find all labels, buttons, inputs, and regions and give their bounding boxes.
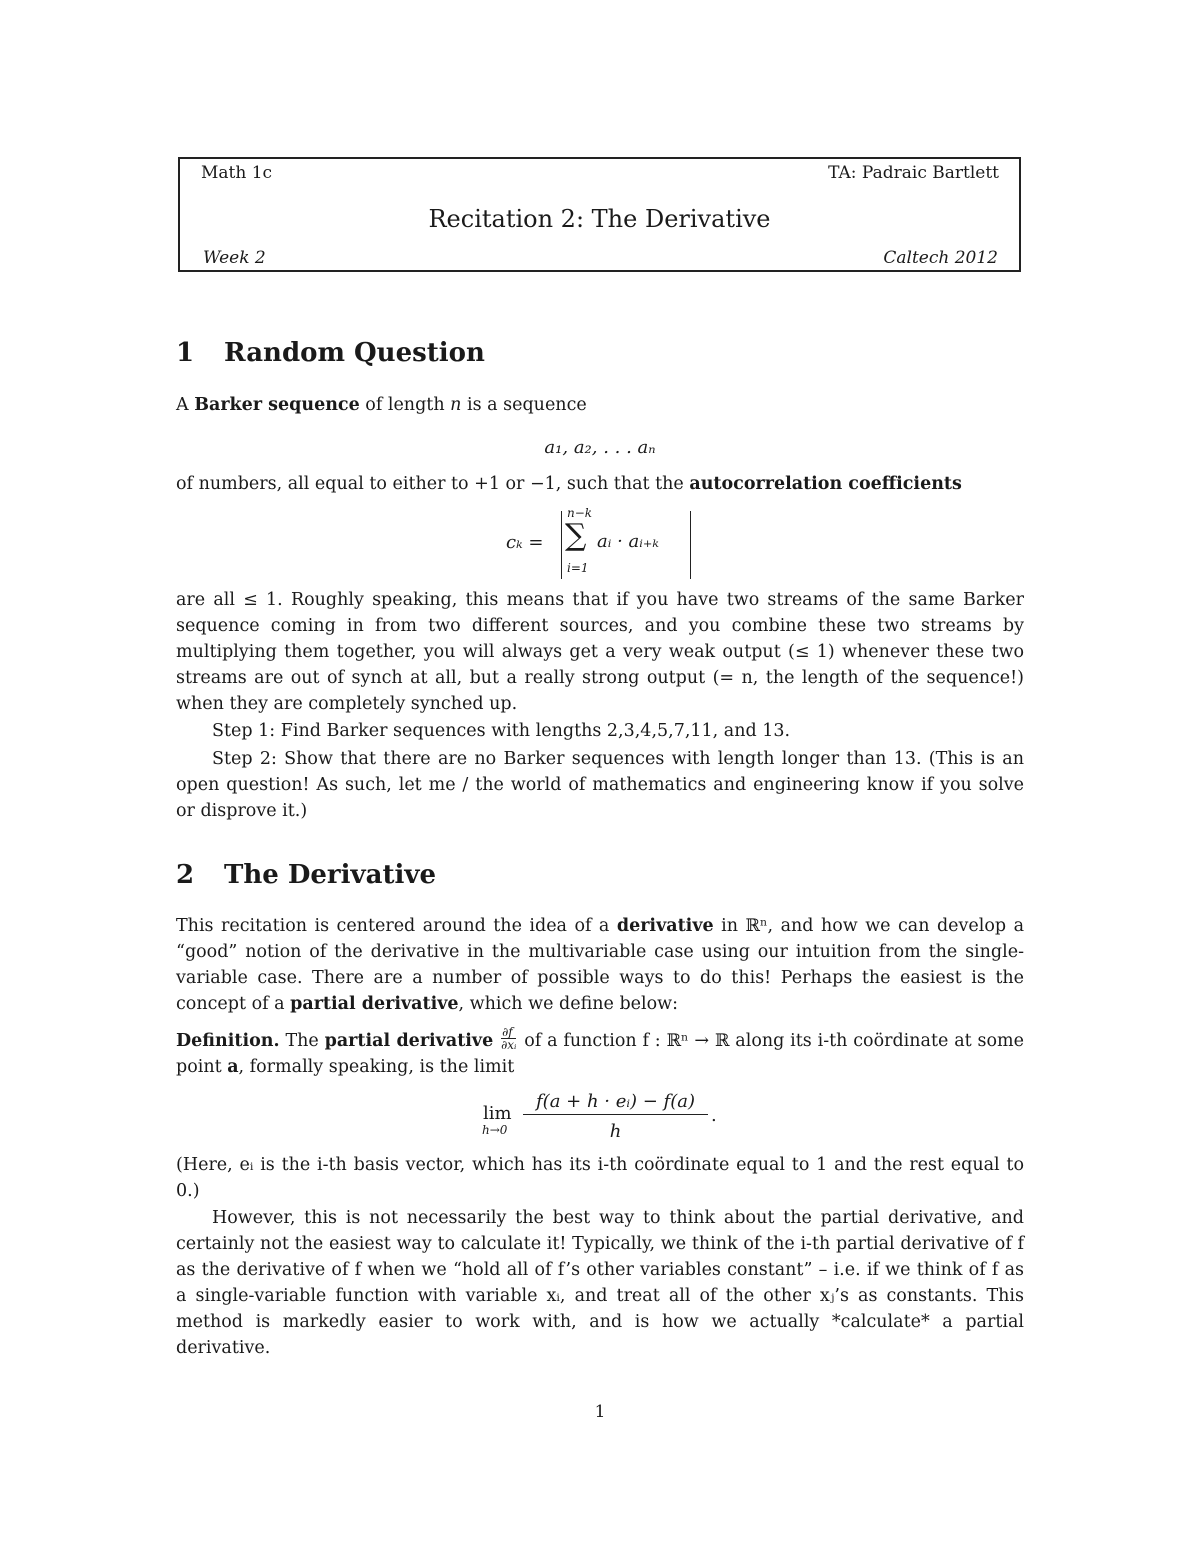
sum-upper-limit: n−k (567, 506, 593, 520)
step-1: Step 1: Find Barker sequences with lengths 2,3,4,5,7,11, and 13. (212, 721, 791, 741)
text: This recitation is centered around the idea of a (176, 916, 617, 936)
text: of a function f : ℝⁿ → ℝ along its i-th coördinate at some point (176, 1031, 1024, 1077)
text: , which we define below: (458, 994, 679, 1014)
term-partial-derivative: partial derivative (290, 994, 459, 1014)
step-2: Step 2: Show that there are no Barker sequences with length longer than 13. (This is an open question! As such, let me / the world of mathematics and engineering know if you solve or disprove it.) (176, 749, 1024, 821)
text: of length (359, 395, 451, 415)
partial-fraction (501, 1026, 516, 1051)
barker-explanation: are all ≤ 1. Roughly speaking, this means that if you have two streams of the same Barker sequence coming in from two different sources, and you combine these two streams by multiplying them together, you will always get a very weak output (≤ 1) whenever these two streams are out of synch at all, but a really strong output (= n, the length of the sequence!) when they are completely synched up. (176, 590, 1024, 714)
page-title: Recitation 2: The Derivative (428, 205, 771, 233)
barker-intro (176, 392, 1024, 418)
term-derivative: derivative (616, 916, 714, 936)
math-n: n (450, 395, 462, 415)
definition-label: Definition. (176, 1031, 280, 1051)
autocorrelation-sentence (176, 471, 1024, 497)
section-heading-random-question (176, 338, 485, 368)
header-box (178, 157, 1021, 272)
page-number: 1 (594, 1402, 606, 1422)
sum-lower-limit: i=1 (567, 561, 589, 575)
limit-denominator: h (609, 1121, 622, 1142)
section-title: The Derivative (224, 860, 436, 890)
basis-vector-note: (Here, eᵢ is the i-th basis vector, which has its i-th coördinate equal to 1 and the rest equal to 0.) (176, 1155, 1024, 1201)
ck-lhs: cₖ = (506, 532, 544, 553)
limit-period: . (711, 1105, 717, 1126)
course-name: Math 1c (201, 163, 273, 183)
term-partial-derivative: partial derivative (324, 1031, 494, 1051)
section-number: 1 (176, 338, 195, 368)
school-label: Caltech 2012 (883, 248, 998, 268)
text: in ℝⁿ, and how we can develop a “good” notion of the derivative in the multivariable case using our intuition from the single-variable case. There are a number of possible ways to do this! Perhaps the easiest is the concept of a (176, 916, 1025, 1014)
sequence-equation: a₁, a₂, . . . aₙ (544, 437, 656, 458)
term-autocorrelation: autocorrelation coefficients (689, 474, 962, 494)
fraction-numerator: ∂f (501, 1026, 516, 1039)
definition (176, 1025, 1024, 1080)
fraction-denominator: ∂xᵢ (501, 1038, 517, 1052)
text: of numbers, all equal to either to +1 or −1, such that the (176, 474, 690, 494)
text: The (279, 1031, 325, 1051)
derivative-intro (176, 913, 1024, 1017)
section-heading-the-derivative (176, 860, 436, 890)
section-title: Random Question (224, 338, 485, 368)
text: A (176, 395, 195, 415)
term-barker-sequence: Barker sequence (194, 395, 360, 415)
partial-derivative-explanation: However, this is not necessarily the best way to think about the partial derivative, and certainly not the easiest way to calculate it! Typically, we think of the i-th partial derivative of f as the derivative of f when we “hold all of f’s other variables constant” – i.e. if we think of f as a single-variable function with variable xᵢ, and treat all of the other xⱼ’s as constants. This method is markedly easier to work with, and is how we actually *calculate* a partial derivative. (176, 1208, 1024, 1358)
math-point-a: a (227, 1057, 239, 1077)
lim-subscript: h→0 (482, 1123, 508, 1137)
sum-term: aᵢ · aᵢ₊ₖ (597, 531, 659, 552)
week-label: Week 2 (203, 248, 266, 268)
section-number: 2 (176, 860, 195, 890)
text: is a sequence (461, 395, 587, 415)
absolute-value-bars (561, 506, 691, 579)
limit-numerator: f(a + h · eᵢ) − f(a) (523, 1091, 708, 1115)
ta-name: TA: Padraic Bartlett (828, 163, 999, 183)
text: , formally speaking, is the limit (238, 1057, 515, 1077)
sigma-symbol: ∑ (565, 518, 587, 553)
limit-equation (478, 1091, 728, 1145)
lim-word: lim (483, 1103, 512, 1124)
